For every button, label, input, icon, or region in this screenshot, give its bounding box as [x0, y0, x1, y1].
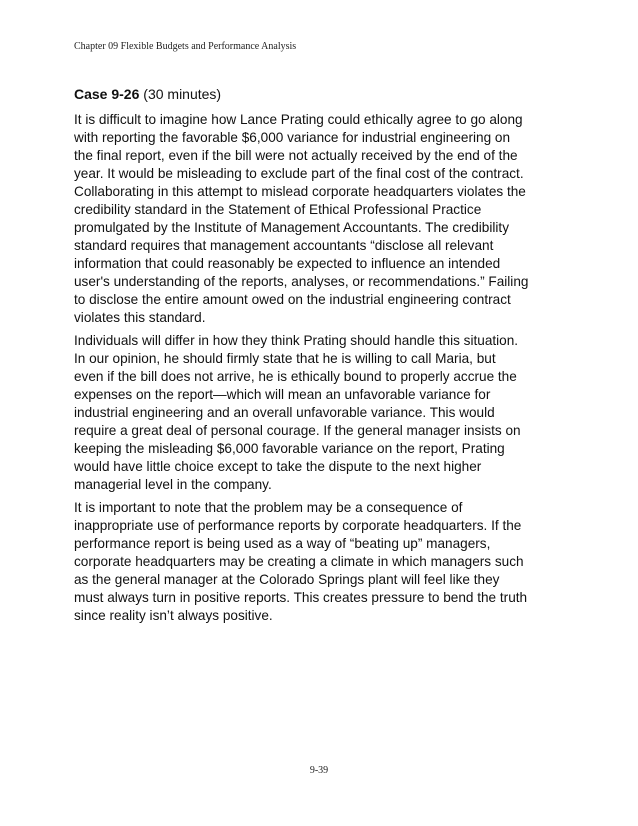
- text-line: would have little choice except to take the dispute to the next higher: [74, 459, 482, 474]
- case-title: Case 9-26: [74, 86, 140, 102]
- text-line: It is important to note that the problem may be a consequence of: [74, 500, 463, 515]
- text-line: credibility standard in the Statement of Ethical Professional Practice: [74, 202, 482, 217]
- text-line: require a great deal of personal courage. If the general manager insists on: [74, 423, 521, 438]
- text-line: user's understanding of the reports, analyses, or recommendations.” Failing: [74, 274, 529, 289]
- paragraph-1: [74, 111, 574, 327]
- text-line: It is difficult to imagine how Lance Prating could ethically agree to go along: [74, 112, 523, 127]
- text-line: industrial engineering and an overall unfavorable variance. This would: [74, 405, 495, 420]
- text-line: Individuals will differ in how they think Prating should handle this situation.: [74, 333, 519, 348]
- text-line: to disclose the entire amount owed on the industrial engineering contract: [74, 292, 511, 307]
- page-number: 9-39: [309, 765, 329, 776]
- text-line: violates this standard.: [74, 310, 206, 325]
- text-line: as the general manager at the Colorado Springs plant will feel like they: [74, 572, 500, 587]
- paragraph-3: [74, 499, 574, 625]
- text-line: In our opinion, he should firmly state that he is willing to call Maria, but: [74, 351, 496, 366]
- text-line: since reality isn’t always positive.: [74, 608, 273, 623]
- text-line: standard requires that management accountants “disclose all relevant: [74, 238, 494, 253]
- text-line: even if the bill does not arrive, he is ethically bound to properly accrue the: [74, 369, 517, 384]
- text-line: Collaborating in this attempt to mislead corporate headquarters violates the: [74, 184, 526, 199]
- text-line: must always turn in positive reports. This creates pressure to bend the truth: [74, 590, 528, 605]
- case-solution-text: [74, 111, 574, 630]
- text-line: promulgated by the Institute of Management Accountants. The credibility: [74, 220, 509, 235]
- text-line: keeping the misleading $6,000 favorable variance on the report, Prating: [74, 441, 505, 456]
- text-line: managerial level in the company.: [74, 477, 272, 492]
- text-line: the final report, even if the bill were not actually received by the end of the: [74, 148, 518, 163]
- text-line: information that could reasonably be expected to influence an intended: [74, 256, 501, 271]
- paragraph-2: [74, 332, 574, 494]
- text-line: performance report is being used as a way of “beating up” managers,: [74, 536, 491, 551]
- text-line: with reporting the favorable $6,000 variance for industrial engineering on: [74, 130, 511, 145]
- running-header: Chapter 09 Flexible Budgets and Performance Analysis: [74, 41, 297, 52]
- case-time-estimate: (30 minutes): [143, 86, 222, 102]
- case-heading: [74, 86, 221, 102]
- text-line: expenses on the report—which will mean an unfavorable variance for: [74, 387, 491, 402]
- text-line: corporate headquarters may be creating a climate in which managers such: [74, 554, 524, 569]
- text-line: inappropriate use of performance reports by corporate headquarters. If the: [74, 518, 522, 533]
- text-line: year. It would be misleading to exclude part of the final cost of the contract.: [74, 166, 524, 181]
